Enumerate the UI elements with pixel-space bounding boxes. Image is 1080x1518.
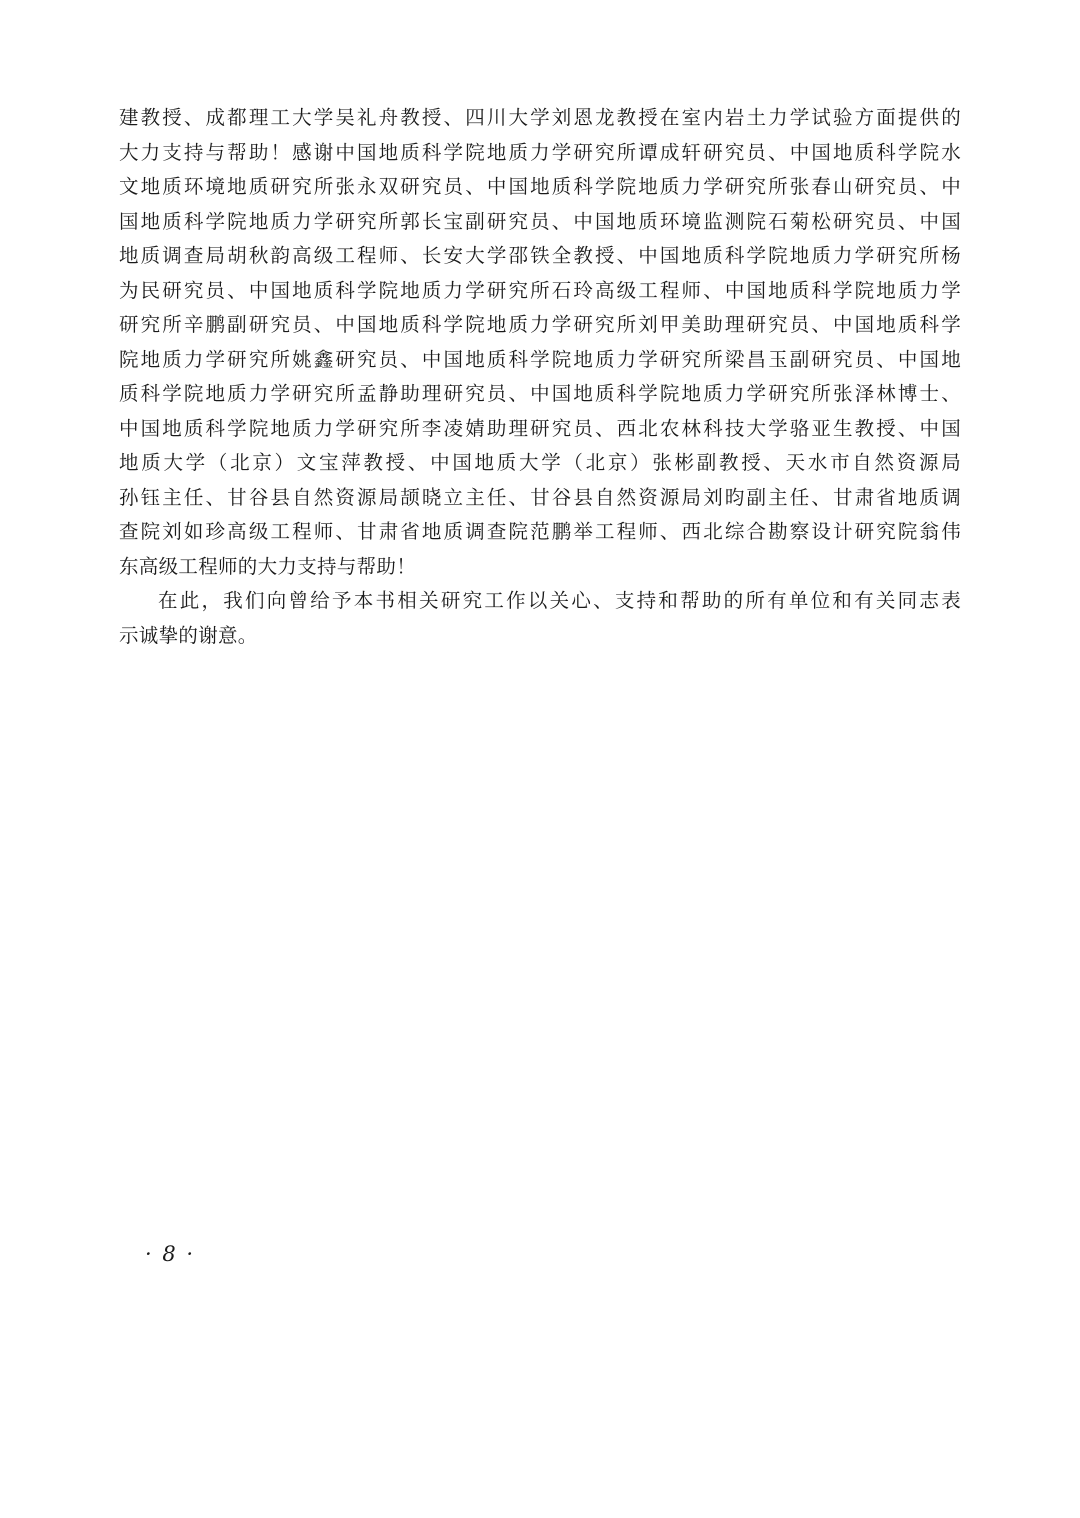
text-line: 查院刘如珍高级工程师、甘肃省地质调查院范鹏举工程师、西北综合勘察设计研究院翁伟 [119, 520, 961, 543]
text-line: 院地质力学研究所姚鑫研究员、中国地质科学院地质力学研究所梁昌玉副研究员、中国地 [119, 347, 961, 371]
acknowledgement-text [119, 101, 961, 653]
page-number: · 8 · [145, 1242, 196, 1266]
text-line: 文地质环境地质研究所张永双研究员、中国地质科学院地质力学研究所张春山研究员、中 [119, 175, 961, 198]
text-line: 东高级工程师的大力支持与帮助！ [119, 554, 417, 578]
text-line: 为民研究员、中国地质科学院地质力学研究所石玲高级工程师、中国地质科学院地质力学 [119, 278, 961, 302]
text-line: 孙钰主任、甘谷县自然资源局颉晓立主任、甘谷县自然资源局刘昀副主任、甘肃省地质调 [119, 485, 961, 509]
text-line: 研究所辛鹏副研究员、中国地质科学院地质力学研究所刘甲美助理研究员、中国地质科学 [119, 313, 961, 336]
text-line: 中国地质科学院地质力学研究所李凌婧助理研究员、西北农林科技大学骆亚生教授、中国 [119, 416, 961, 440]
text-line: 示诚挚的谢意。 [119, 623, 258, 647]
text-line: 大力支持与帮助！感谢中国地质科学院地质力学研究所谭成轩研究员、中国地质科学院水 [119, 140, 961, 164]
text-line: 国地质科学院地质力学研究所郭长宝副研究员、中国地质环境监测院石菊松研究员、中国 [119, 209, 961, 233]
text-line: 在此，我们向曾给予本书相关研究工作以关心、支持和帮助的所有单位和有关同志表 [158, 589, 961, 612]
text-line: 地质大学（北京）文宝萍教授、中国地质大学（北京）张彬副教授、天水市自然资源局 [119, 451, 961, 474]
text-line: 地质调查局胡秋韵高级工程师、长安大学邵铁全教授、中国地质科学院地质力学研究所杨 [119, 244, 961, 267]
text-line: 质科学院地质力学研究所孟静助理研究员、中国地质科学院地质力学研究所张泽林博士、 [119, 382, 961, 405]
text-line: 建教授、成都理工大学吴礼舟教授、四川大学刘恩龙教授在室内岩土力学试验方面提供的 [119, 106, 961, 129]
